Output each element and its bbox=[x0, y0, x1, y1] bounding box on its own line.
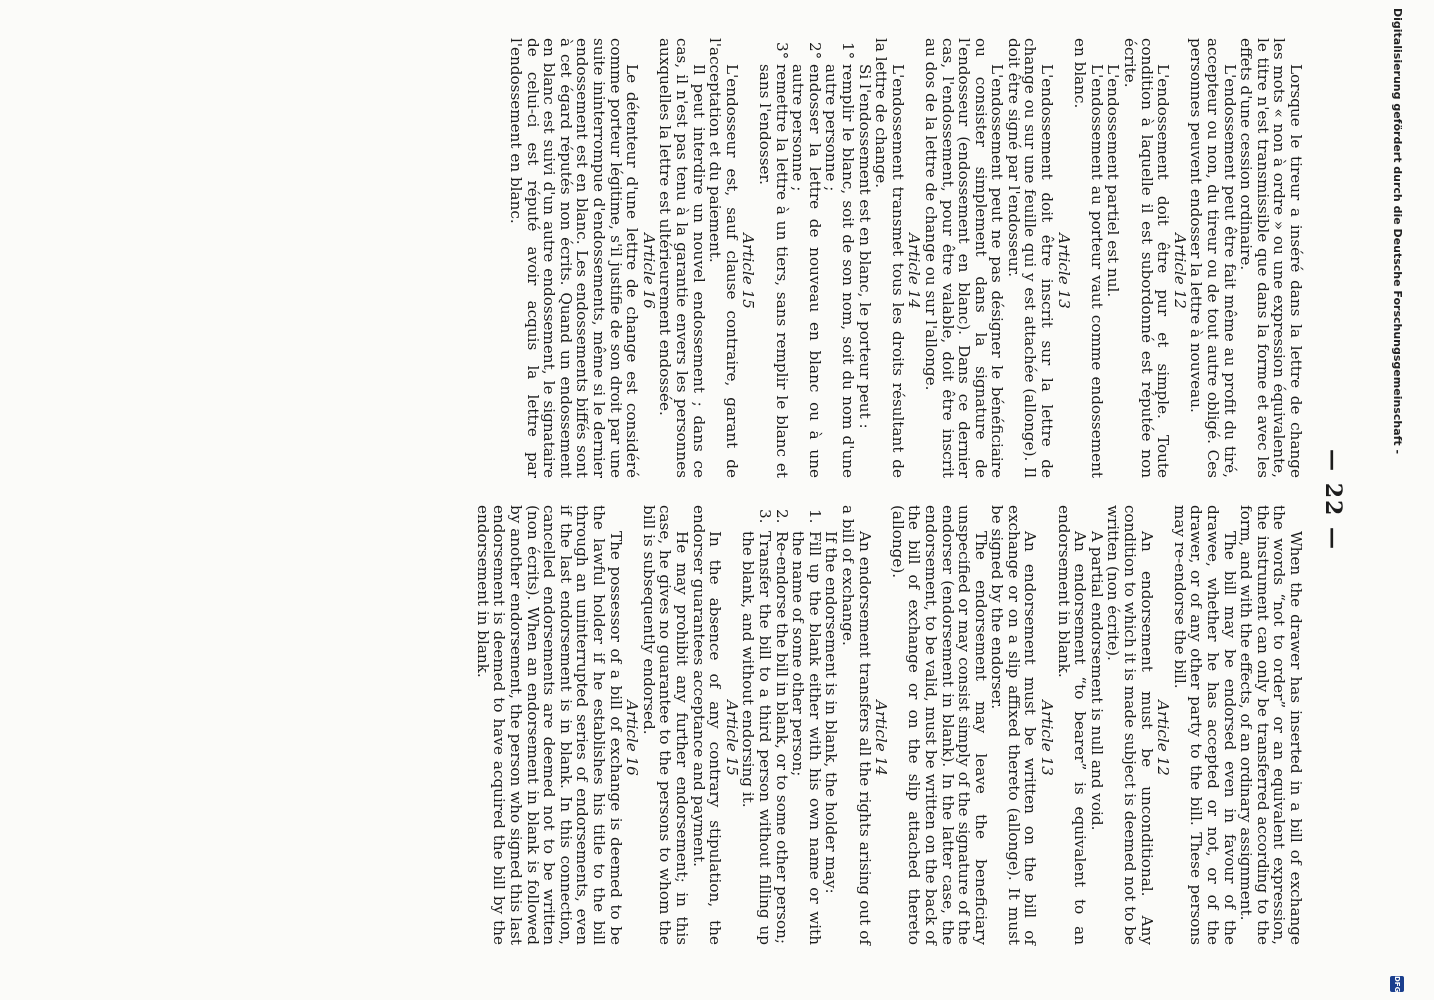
article-heading: Article 16 bbox=[639, 233, 658, 309]
digitization-footer bbox=[1382, 0, 1408, 1000]
list-number: 2° bbox=[805, 42, 824, 60]
page-number: — 22 — bbox=[1320, 449, 1346, 551]
paragraph: When the drawer has inserted in a bill of exchange the words “not to order” or an equivalent expression, the instrument can only be transferred according to the form, and with the effects, of an ordinary assignment. bbox=[1237, 505, 1305, 945]
list-number: 2. bbox=[772, 509, 791, 524]
list-item bbox=[773, 505, 790, 945]
list-item bbox=[790, 38, 823, 478]
list-text: remettre la lettre à un tiers, sans remplir le blanc et sans l'endosser. bbox=[756, 64, 791, 478]
paragraph: L'endossement peut être fait même au profit du tiré, accepteur ou non, du tireur ou de tout autre obligé. Ces personnes peuvent endosser la lettre à nouveau. bbox=[1187, 38, 1239, 478]
list-item bbox=[823, 38, 856, 478]
paragraph: The possessor of a bill of exchange is deemed to be the lawful holder if he establishes his title to the bill through an uninterrupted series of endorsements, even if the last endorsement is in blank. In this connection, cancelled endorsements are deemed not to be written (non écrits). When an endorsement in blank is followed by another endorsement, the person who signed this last endorsement is deemed to have acquired the bill by the endorsement in blank. bbox=[473, 505, 625, 945]
dfg-logo-icon: DFG bbox=[1390, 976, 1404, 992]
paragraph: L'endosseur est, sauf clause contraire, garant de l'acceptation et du paiement. bbox=[706, 38, 741, 478]
paragraph: In the absence of any contrary stipulation, the endorser guarantees acceptance and payment. bbox=[689, 505, 725, 945]
article-heading: Article 12 bbox=[1154, 700, 1173, 776]
list-number: 1° bbox=[838, 42, 857, 60]
paragraph: L'endossement peut ne pas désigner le bénéficiaire ou consister simplement dans la signature de l'endosseur (endossement en blanc). Dans ce dernier cas, l'endossement, pour être valable, doit être inscrit au dos de la lettre de change ou sur l'allonge. bbox=[921, 38, 1007, 478]
paragraph: An endorsement transfers all the rights arising out of a bill of exchange. bbox=[838, 505, 874, 945]
list-item bbox=[740, 505, 773, 945]
paragraph: Le détenteur d'une lettre de change est considéré comme porteur légitime, s'il justifie de son droit par une suite ininterrompue d'endossements, même si le dernier endossement est en blanc. Les endossements biffés sont à cet égard réputés non écrits. Quand un endossement en blanc est suivi d'un autre endossement, le signataire de celui-ci est réputé avoir acquis la lettre par l'endossement en blanc. bbox=[507, 38, 642, 478]
paragraph: Lorsque le tireur a inséré dans la lettre de change les mots « non à ordre » ou une expression équivalente, le titre n'est transmissible que dans la forme et avec les effets d'une cession ordinaire. bbox=[1237, 38, 1305, 478]
list-item bbox=[790, 505, 823, 945]
paragraph: An endorsement must be written on the bill of exchange or on a slip affixed thereto (allonge). It must be signed by the endorser. bbox=[988, 505, 1040, 945]
paragraph: L'endossement au porteur vaut comme endossement en blanc. bbox=[1071, 38, 1106, 478]
list-number: 3. bbox=[756, 509, 774, 524]
paragraph: Si l'endossement est en blanc, le porteur peut : bbox=[855, 64, 874, 429]
paragraph: If the endorsement is in blank, the holder may: bbox=[822, 531, 841, 894]
paragraph: The bill may be endorsed even in favour of the drawee, whether he has accepted or not, or of the drawer, or of any other party to the bill. These persons may re-endorse the bill. bbox=[1170, 505, 1239, 945]
list-text: Transfer the bill to a third person without filling up the blank, and without endorsing it. bbox=[739, 531, 774, 945]
paragraph: L'endossement partiel est nul. bbox=[1104, 64, 1123, 298]
list-number: 3° bbox=[772, 42, 791, 60]
paragraph: L'endossement doit être inscrit sur la lettre de change ou sur une feuille qui y est attachée (allonge). Il doit être signé par l'endosseur. bbox=[1004, 38, 1057, 478]
footer-text: Digitalisierung gefördert durch die Deutsche Forschungsgemeinschaft - bbox=[1391, 8, 1404, 455]
list-text: Re-endorse the bill in blank, or to some other person; bbox=[772, 531, 791, 944]
paragraph: L'endossement doit être pur et simple. Toute condition à laquelle il est subordonné est réputée non écrite. bbox=[1121, 38, 1173, 478]
list-number: 1. bbox=[805, 509, 824, 524]
article-heading: Article 15 bbox=[739, 233, 758, 309]
article-heading: Article 14 bbox=[872, 700, 891, 776]
french-column bbox=[508, 38, 1305, 478]
enumerated-list bbox=[756, 38, 856, 478]
paragraph: Il peut interdire un nouvel endossement ; dans ce cas, il n'est pas tenu à la garantie envers les personnes auxquelles la lettre est ultérieurement endossée. bbox=[656, 38, 708, 478]
list-text: endosser la lettre de nouveau en blanc ou à une autre personne ; bbox=[789, 64, 824, 478]
paragraph: L'endossement transmet tous les droits résultant de la lettre de change. bbox=[872, 38, 907, 478]
article-heading: Article 12 bbox=[1170, 233, 1189, 309]
list-text: remplir le blanc, soit de son nom, soit du nom d'une autre personne ; bbox=[822, 64, 857, 478]
paragraph: The endorsement may leave the beneficiary unspecified or may consist simply of the signature of the endorser (endorsement in blank). In the latter case, the endorsement, to be valid, must be written on the back of the bill of exchange or on the slip attached thereto (allonge). bbox=[888, 505, 990, 945]
article-heading: Article 13 bbox=[1038, 700, 1057, 776]
article-heading: Article 13 bbox=[1054, 233, 1073, 309]
english-column bbox=[474, 505, 1304, 945]
article-heading: Article 14 bbox=[905, 233, 924, 309]
list-item bbox=[756, 38, 789, 478]
article-heading: Article 15 bbox=[722, 700, 741, 776]
paragraph: An endorsement “to bearer” is equivalent to an endorsement in blank. bbox=[1054, 505, 1090, 945]
enumerated-list bbox=[740, 505, 823, 945]
paragraph: He may prohibit any further endorsement; in this case, he gives no guarantee to the persons to whom the bill is subsequently endorsed. bbox=[639, 505, 692, 945]
list-text: Fill up the blank either with his own name or with the name of some other person; bbox=[789, 531, 824, 945]
paragraph: An endorsement must be unconditional. Any condition to which it is made subject is deemed not to be written (non écrite). bbox=[1104, 505, 1156, 945]
paragraph: A partial endorsement is null and void. bbox=[1087, 531, 1106, 831]
article-heading: Article 16 bbox=[623, 700, 642, 776]
